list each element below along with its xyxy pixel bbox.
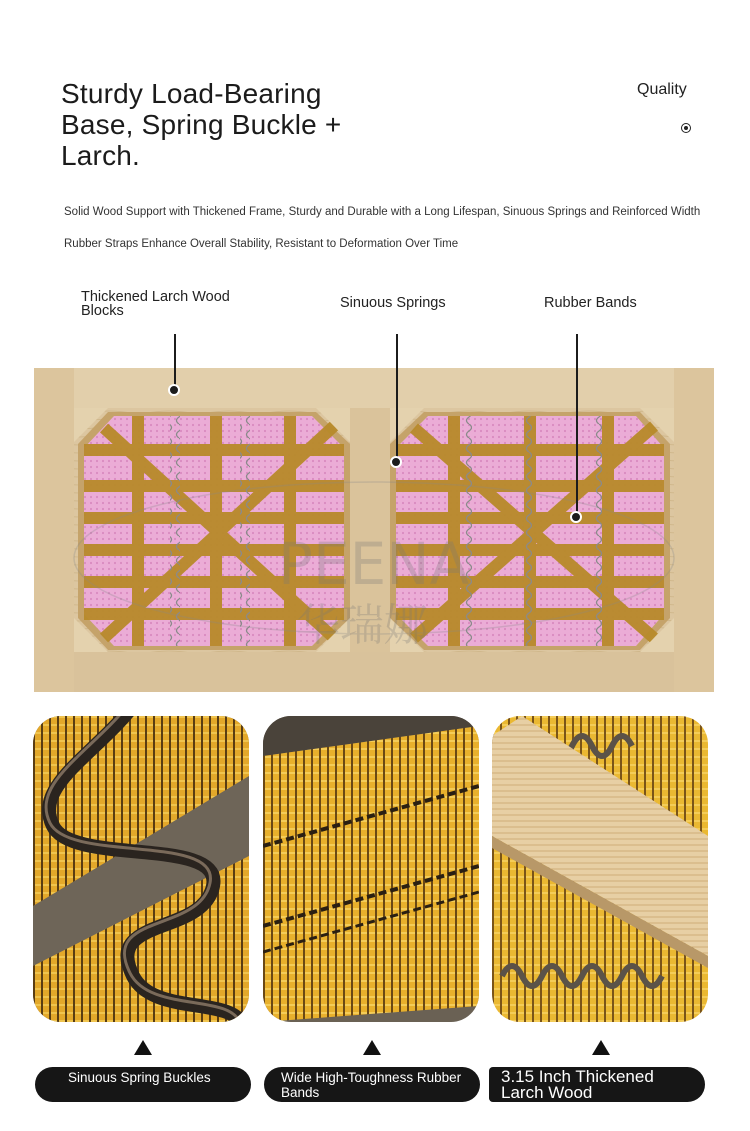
watermark-cjk: 华瑞娜 — [296, 600, 428, 651]
detail-photo-larch-wood — [492, 716, 708, 1022]
callout-dot — [570, 511, 582, 523]
callout-sinuous-springs: Sinuous Springs — [340, 295, 446, 311]
description: Solid Wood Support with Thickened Frame, Sturdy and Durable with a Long Lifespan, Sinuous Springs and Reinforced Width Rubber Straps Enhance Overall Stability, Resistant to Deformation Over Time — [64, 206, 701, 250]
callout-leader-line — [174, 334, 176, 390]
page-title: Sturdy Load-Bearing Base, Spring Buckle + Larch. — [61, 78, 342, 171]
detail-photo-rubber-bands — [263, 716, 479, 1022]
watermark-brand: PEENA — [278, 530, 470, 598]
triangle-up-icon — [363, 1040, 381, 1055]
callout-rubber-bands: Rubber Bands — [544, 295, 637, 311]
callout-larch-wood-blocks: Thickened Larch Wood Blocks — [81, 289, 230, 319]
bed-frame-photo — [34, 368, 714, 692]
triangle-up-icon — [134, 1040, 152, 1055]
callout-dot — [168, 384, 180, 396]
caption-sinuous-spring-buckles: Sinuous Spring Buckles — [35, 1067, 251, 1102]
triangle-up-icon — [592, 1040, 610, 1055]
caption-larch-wood: 3.15 Inch Thickened Larch Wood — [489, 1067, 705, 1102]
target-icon — [681, 123, 691, 133]
callout-leader-line — [396, 334, 398, 462]
caption-rubber-bands: Wide High-Toughness Rubber Bands — [264, 1067, 480, 1102]
quality-label: Quality — [637, 81, 687, 98]
callout-dot — [390, 456, 402, 468]
callout-leader-line — [576, 334, 578, 518]
detail-photo-springs — [33, 716, 249, 1022]
